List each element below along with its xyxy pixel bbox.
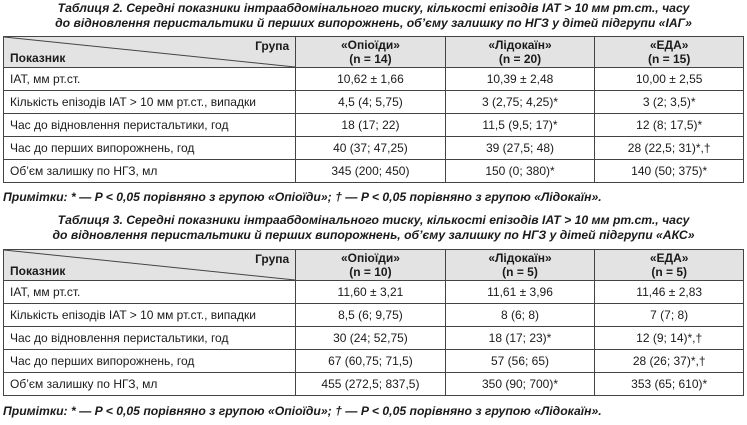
column-header-lidocaine: «Лідокаїн» (n = 5) [445, 250, 595, 281]
table-row [4, 373, 744, 396]
table-row [4, 327, 744, 350]
cell-opioids: 67 (60,75; 71,5) [296, 350, 445, 373]
table-header-row [4, 37, 744, 68]
cell-opioids: 345 (200; 450) [296, 160, 445, 183]
table-row [4, 350, 744, 373]
row-label: Кількість епізодів IAT > 10 мм рт.ст., випадки [4, 304, 296, 327]
table-row [4, 68, 744, 91]
row-label: Об’єм залишку по НГЗ, мл [4, 373, 296, 396]
indicator-label: Показник [10, 264, 66, 278]
group-label: Група [255, 39, 290, 53]
cell-opioids: 8,5 (6; 9,75) [296, 304, 445, 327]
cell-lidocaine: 18 (17; 23)* [445, 327, 595, 350]
table2 [3, 36, 744, 183]
cell-eda: 353 (65; 610)* [595, 373, 744, 396]
table-row [4, 304, 744, 327]
row-label: Час до відновлення перистальтики, год [4, 114, 296, 137]
column-header-eda: «ЕДА» (n = 15) [595, 37, 744, 68]
column-header-opioids: «Опіоїди» (n = 10) [296, 250, 445, 281]
cell-opioids: 11,60 ± 3,21 [296, 281, 445, 304]
row-label: Кількість епізодів IAT > 10 мм рт.ст., випадки [4, 91, 296, 114]
table-row [4, 137, 744, 160]
cell-lidocaine: 39 (27,5; 48) [445, 137, 595, 160]
cell-eda: 28 (26; 37)*,† [595, 350, 744, 373]
table3 [3, 249, 744, 396]
table-header-row [4, 250, 744, 281]
table-row [4, 281, 744, 304]
column-header-opioids: «Опіоїди» (n = 14) [296, 37, 445, 68]
cell-eda: 3 (2; 3,5)* [595, 91, 744, 114]
cell-opioids: 4,5 (4; 5,75) [296, 91, 445, 114]
table3-caption: Таблиця 3. Середні показники інтраабдомінального тиску, кількості епізодів IAT > 10 мм рт.ст., часу до відновлення перистальтики й перших випорожнень, об’єму залишку по НГЗ у дітей підгрупи «АКС» [52, 213, 695, 242]
cell-eda: 12 (8; 17,5)* [595, 114, 744, 137]
cell-lidocaine: 11,5 (9,5; 17)* [445, 114, 595, 137]
cell-lidocaine: 10,39 ± 2,48 [445, 68, 595, 91]
row-label: Час до відновлення перистальтики, год [4, 327, 296, 350]
table2-caption: Таблиця 2. Середні показники інтраабдомінального тиску, кількості епізодів IAT > 10 мм рт.ст., часу до відновлення перистальтики й перших випорожнень, об’єму залишку по НГЗ у дітей підгрупи «ІАГ» [55, 1, 692, 30]
cell-eda: 7 (7; 8) [595, 304, 744, 327]
table-row [4, 91, 744, 114]
column-header-lidocaine: «Лідокаїн» (n = 20) [445, 37, 595, 68]
table-row [4, 114, 744, 137]
row-label: Час до перших випорожнень, год [4, 137, 296, 160]
cell-opioids: 10,62 ± 1,66 [296, 68, 445, 91]
column-header-eda: «ЕДА» (n = 5) [595, 250, 744, 281]
header-diagonal-cell [4, 250, 296, 281]
cell-lidocaine: 57 (56; 65) [445, 350, 595, 373]
row-label: IAT, мм рт.ст. [4, 68, 296, 91]
table2-note: Примітки: * — P < 0,05 порівняно з групою «Опіоїди»; † — P < 0,05 порівняно з групою «Лідокаїн». [3, 190, 602, 204]
row-label: Об’єм залишку по НГЗ, мл [4, 160, 296, 183]
cell-eda: 12 (9; 14)*,† [595, 327, 744, 350]
cell-lidocaine: 150 (0; 380)* [445, 160, 595, 183]
row-label: Час до перших випорожнень, год [4, 350, 296, 373]
cell-lidocaine: 11,61 ± 3,96 [445, 281, 595, 304]
cell-eda: 11,46 ± 2,83 [595, 281, 744, 304]
cell-opioids: 30 (24; 52,75) [296, 327, 445, 350]
cell-lidocaine: 3 (2,75; 4,25)* [445, 91, 595, 114]
cell-lidocaine: 8 (6; 8) [445, 304, 595, 327]
table3-note: Примітки: * — P < 0,05 порівняно з групою «Опіоїди»; † — P < 0,05 порівняно з групою «Лідокаїн». [3, 404, 602, 418]
indicator-label: Показник [10, 51, 66, 65]
group-label: Група [255, 252, 290, 266]
cell-eda: 28 (22,5; 31)*,† [595, 137, 744, 160]
cell-eda: 140 (50; 375)* [595, 160, 744, 183]
cell-opioids: 455 (272,5; 837,5) [296, 373, 445, 396]
table-row [4, 160, 744, 183]
cell-opioids: 40 (37; 47,25) [296, 137, 445, 160]
cell-eda: 10,00 ± 2,55 [595, 68, 744, 91]
row-label: IAT, мм рт.ст. [4, 281, 296, 304]
cell-opioids: 18 (17; 22) [296, 114, 445, 137]
cell-lidocaine: 350 (90; 700)* [445, 373, 595, 396]
header-diagonal-cell [4, 37, 296, 68]
